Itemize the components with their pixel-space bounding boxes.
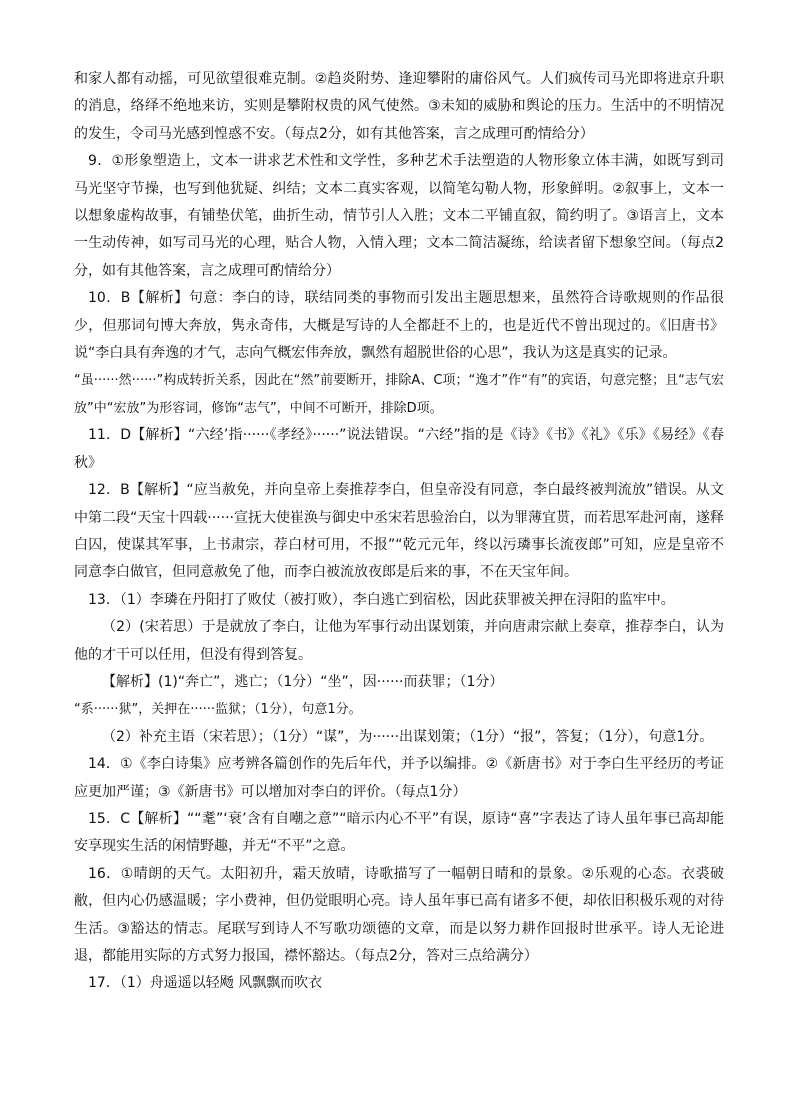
paragraph-q13-analysis: 【解析】(1)“奔亡”，逃亡；（1分）“坐”，因······而获罪；（1分）: [102, 673, 504, 690]
paragraph-q8-continued: 和家人都有动摇，可见欲望很难克制。②趋炎附势、逢迎攀附的庸俗风气。人们疯传司马光即将进京升职的消息，络绎不绝地来访，实则是攀附权贵的风气使然。③未知的威胁和舆论的压力。生活中的不明情况的发生，令司马光感到惶惑不安。（每点2分，如有其他答案，言之成理可酌情给分）: [74, 71, 724, 142]
paragraph-q14: 14．①《李白诗集》应考辨各篇创作的先后年代，并予以编排。②《新唐书》对于李白生平经历的考证应更加严谨；③《新唐书》可以增加对李白的评价。（每点1分）: [74, 756, 724, 800]
answer-page: [74, 66, 724, 998]
paragraph-q10-note: “虽······然······”构成转折关系，因此在“然”前要断开，排除A、C项；“逸才”作“有”的宾语，句意完整；且“志气宏放”中“宏放”为形容词，修饰“志气”，中间不可断开，排除D项。: [74, 373, 724, 416]
paragraph-q13-analysis-cont: “系······狱”，关押在······监狱；（1分），句意1分。: [74, 702, 362, 718]
paragraph-q16: 16．①晴朗的天气。太阳初升，霜天放晴，诗歌描写了一幅朝日晴和的景象。②乐观的心态。衣裘破敝，但内心仍感温暖；字小费神，但仍觉眼明心亮。诗人虽年事已高有诸多不便，却依旧积极乐观的对待生活。③豁达的情志。尾联写到诗人不写歌功颂德的文章，而是以努力耕作回报时世承平。诗人无论进退，都能用实际的方式努力报国，襟怀豁达。（每点2分，答对三点给满分）: [74, 865, 724, 964]
paragraph-q9: 9．①形象塑造上，文本一讲求艺术性和文学性，多种艺术手法塑造的人物形象立体丰满，如既写到司马光坚守节操，也写到他犹疑、纠结；文本二真实客观，以简笔勾勒人物，形象鲜明。②叙事上，文本一以想象虚构故事，有铺垫伏笔，曲折生动，情节引人入胜；文本二平铺直叙，简约明了。③语言上，文本一生动传神，如写司马光的心理，贴合人物，入情入理；文本二简洁凝练，给读者留下想象空间。（每点2分，如有其他答案，言之成理可酌情给分）: [74, 153, 724, 279]
paragraph-q13-part2: （2）(宋若思）于是就放了李白，让他为军事行动出谋划策，并向唐肃宗献上奏章，推荐李白，认为他的才干可以任用，但没有得到答复。: [74, 619, 724, 663]
paragraph-q11: 11．D【解析】“六经’指······《孝经》······”说法错误。“六经”指的是《诗》《书》《礼》《乐》《易经》《春秋》: [74, 427, 724, 471]
paragraph-q10: 10．B【解析】句意：李白的诗，联结同类的事物而引发出主题思想来，虽然符合诗歌规则的作品很少，但那词句博大奔放，隽永奇伟，大概是写诗的人全都赶不上的，也是近代不曾出现过的。《旧唐书》说“李白具有奔逸的才气，志向气概宏伟奔放，飘然有超脱世俗的心思”，我认为这是真实的记录。: [74, 290, 724, 362]
paragraph-q17: 17．（1）舟遥遥以轻飏 风飘飘而吹衣: [88, 975, 323, 992]
paragraph-q12: 12．B【解析】“应当赦免，并向皇帝上奏推荐李白，但皇帝没有同意，李白最终被判流放”错误。从文中第二段“天宝十四载······宣抚大使崔涣与御史中丞宋若思验治白，以为罪薄宜贳，而若思军赴河南，遂释白囚，使谋其军事，上书肃宗，荐白材可用，不报”“乾元元年，终以污璘事长流夜郎”可知，应是皇帝不同意李白做官，但同意赦免了他，而李白被流放夜郎是后来的事，不在天宝年间。: [74, 482, 724, 581]
paragraph-q13-part1: 13．（1）李璘在丹阳打了败仗（被打败），李白逃亡到宿松，因此获罪被关押在浔阳的监牢中。: [88, 591, 675, 608]
paragraph-q13-analysis-part2: （2）补充主语（宋若思）；（1分）“谋”，为······出谋划策；（1分）“报”，答复；（1分），句意1分。: [102, 728, 714, 745]
paragraph-q15: 15．C【解析】““耄”‘衰’含有自嘲之意”“暗示内心不平”有误，原诗“喜”字表达了诗人虽年事已高却能安享现实生活的闲情野趣，并无“不平”之意。: [74, 810, 724, 855]
